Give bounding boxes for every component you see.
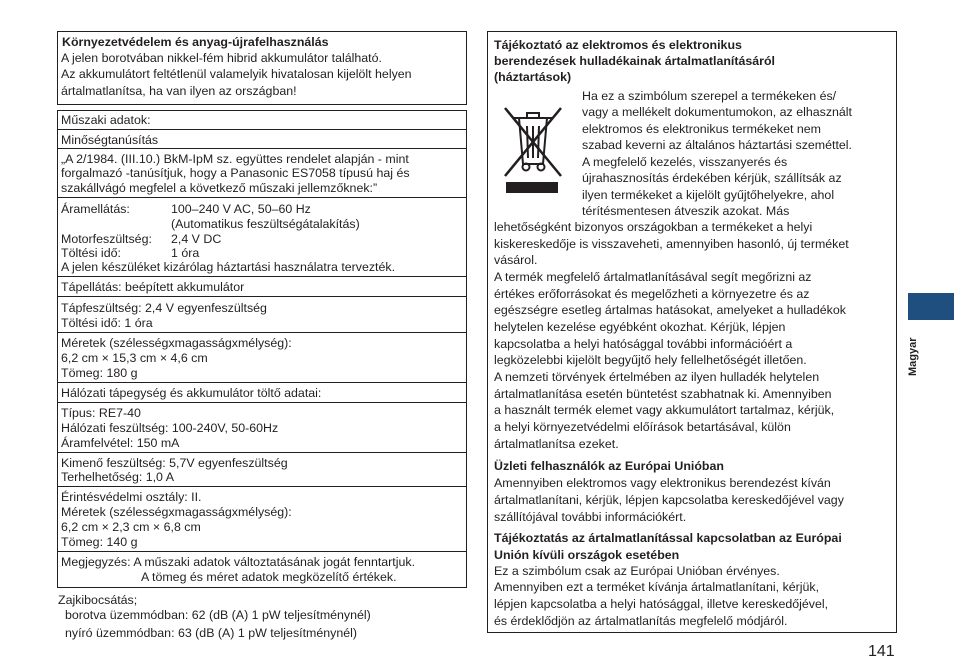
language-tab-label: Magyar — [907, 337, 919, 376]
business-line: ártalmatlanítani, kérjük, lépjen kapcsolatba kereskedőjével vagy — [494, 493, 844, 507]
load-capacity: Terhelhetőség: 1,0 A — [61, 470, 174, 484]
adapter-header: Hálózati tápegység és akkumulátor töltő adatai: — [61, 386, 322, 400]
divider — [57, 382, 467, 383]
adapter-dimensions-label: Méretek (szélességxmagasságxmélység): — [61, 505, 292, 519]
outside-eu-line: és érdeklődjön az ártalmatlanítás megfelelő módjáról. — [494, 614, 788, 628]
divider — [57, 129, 467, 130]
disposal-body-line: a helyi környezetvédelmi előírások betartásával, külön — [494, 420, 791, 434]
weight: Tömeg: 180 g — [61, 366, 138, 380]
business-line: Amennyiben elektromos vagy elektronikus berendezést kíván — [494, 476, 831, 490]
disposal-title: (háztartások) — [494, 70, 572, 84]
outside-eu-title: Tájékoztatás az ártalmatlanítással kapcsolatban az Európai — [494, 531, 842, 545]
divider — [57, 296, 467, 297]
crossed-out-wheeled-bin-icon — [497, 96, 569, 196]
disposal-body-line: ártalmatlanítsa ezeket. — [494, 437, 619, 451]
outside-eu-line: lépjen kapcsolatba a helyi hatósággal, illetve kereskedőjével, — [494, 597, 829, 611]
charge-label: Töltési idő: — [61, 246, 121, 260]
disposal-side-line: elektromos és elektronikus termékeket nem — [582, 122, 821, 136]
charge-value: 1 óra — [171, 246, 200, 260]
output-voltage: Kimenő feszültség: 5,7V egyenfeszültség — [61, 456, 288, 470]
disposal-body-line: helytelen kezelése egyébként okozhat. Kérjük, lépjen — [494, 320, 786, 334]
divider — [57, 332, 467, 333]
adapter-type: Típus: RE7-40 — [61, 406, 141, 420]
disposal-side-line: vagy a mellékelt dokumentumokon, az elhasznált — [582, 105, 852, 119]
adapter-dimensions-value: 6,2 cm × 2,3 cm × 6,8 cm — [61, 520, 201, 534]
decree-line: forgalmazó -tanúsítjuk, hogy a Panasonic ES7058 típusú haj és — [61, 166, 410, 180]
divider — [57, 551, 467, 552]
adapter-weight: Tömeg: 140 g — [61, 535, 138, 549]
business-title: Üzleti felhasználók az Európai Unióban — [494, 459, 724, 473]
certification-label: Minőségtanúsítás — [61, 133, 159, 147]
dimensions-label: Méretek (szélességxmagasságxmélység): — [61, 336, 292, 350]
outside-eu-title: Unión kívüli országok esetében — [494, 548, 680, 562]
household-note: A jelen készüléket kizárólag háztartási használatra tervezték. — [61, 260, 396, 274]
disposal-side-line: térítésmentesen átveszik azokat. Más — [582, 204, 790, 218]
disposal-body-line: A nemzeti törvények értelmében az ilyen hulladék helytelen — [494, 370, 820, 384]
outside-eu-line: Amennyiben ezt a terméket kívánja ártalmatlanítani, kérjük, — [494, 580, 820, 594]
disposal-body-line: egészségre esetleg ártalmas hatásokat, amelyeket a hulladékok — [494, 303, 846, 317]
disposal-side-line: A megfelelő kezelés, visszanyerés és — [582, 155, 788, 169]
disposal-title: berendezések hulladékainak ártalmatlanításáról — [494, 54, 775, 68]
divider — [57, 452, 467, 453]
power-note: (Automatikus feszültségátalakítás) — [171, 217, 360, 231]
disposal-body-line: A termék megfelelő ártalmatlanításával segít megőrizni az — [494, 270, 812, 284]
noise-trimmer: nyíró üzemmódban: 63 (dB (A) 1 pW teljesítménynél) — [65, 626, 357, 640]
disposal-title: Tájékoztató az elektromos és elektronikus — [494, 38, 742, 52]
disposal-side-line: Ha ez a szimbólum szerepel a termékeken és/ — [582, 89, 837, 103]
adapter-current: Áramfelvétel: 150 mA — [61, 436, 180, 450]
power-value: 100–240 V AC, 50–60 Hz — [171, 202, 311, 216]
divider — [57, 402, 467, 403]
divider — [57, 148, 467, 149]
disposal-body-line: értékes erőforrásokat és megelőzheti a környezetre és az — [494, 287, 810, 301]
decree-line: „A 2/1984. (III.10.) BkM-IpM sz. együttes rendelet alapján - mint — [61, 152, 409, 166]
disposal-side-line: újrahasznosítás érdekében kérjük, szállítsák az — [582, 171, 842, 185]
note-line: Megjegyzés: A műszaki adatok változtatásának jogát fenntartjuk. — [61, 555, 416, 569]
motor-value: 2,4 V DC — [171, 232, 222, 246]
disposal-body-line: ártalmatlanítása esetén büntetést szabhatnak ki. Amennyiben — [494, 387, 832, 401]
environment-title: Környezetvédelem és anyag-újrafelhasználás — [62, 35, 329, 49]
disposal-body-line: legközelebbi kijelölt begyűjtő hely fellelhetőségét illetően. — [494, 353, 807, 367]
disposal-body-line: kiskereskedője is visszaveheti, amennyiben hasonló, új terméket — [494, 237, 849, 251]
disposal-body-line: a használt termék elemet vagy akkumulátort tartalmaz, kérjük, — [494, 403, 835, 417]
motor-label: Motorfeszültség: — [61, 232, 152, 246]
supply-charge-time: Töltési idő: 1 óra — [61, 316, 153, 330]
protection-class: Érintésvédelmi osztály: II. — [61, 490, 202, 504]
environment-line: A jelen borotvában nikkel-fém hibrid akkumulátor található. — [61, 51, 382, 65]
decree-line: szakállvágó megfelel a következő műszaki jellemzőknek:” — [61, 181, 378, 195]
divider — [57, 276, 467, 277]
disposal-body-line: kapcsolatba a helyi hatósággal további információért a — [494, 337, 793, 351]
language-tab-marker — [908, 293, 954, 320]
divider — [57, 486, 467, 487]
power-label: Áramellátás: — [61, 202, 130, 216]
divider — [57, 197, 467, 198]
adapter-voltage: Hálózati feszültség: 100-240V, 50-60Hz — [61, 421, 279, 435]
noise-shaver: borotva üzemmódban: 62 (dB (A) 1 pW teljesítménynél) — [65, 608, 371, 622]
page-number: 141 — [868, 643, 895, 660]
supply-voltage: Tápfeszültség: 2,4 V egyenfeszültség — [61, 301, 267, 315]
environment-line: ártalmatlanítsa, ha van ilyen az országban! — [61, 84, 297, 98]
environment-line: Az akkumulátort feltétlenül valamelyik hivatalosan kijelölt helyen — [61, 67, 412, 81]
disposal-body-line: lehetőségként bizonyos országokban a termékeket a helyi — [494, 220, 813, 234]
specs-header: Műszaki adatok: — [61, 113, 151, 127]
outside-eu-line: Ez a szimbólum csak az Európai Unióban érvényes. — [494, 564, 780, 578]
dimensions-value: 6,2 cm × 15,3 cm × 4,6 cm — [61, 351, 208, 365]
business-line: szállítójával további információkért. — [494, 510, 687, 524]
disposal-side-line: ilyen termékeket a kijelölt gyűjtőhelyekre, ahol — [582, 188, 835, 202]
disposal-body-line: vásárol. — [494, 253, 538, 267]
note-line: A tömeg és méret adatok megközelítő értékek. — [141, 570, 397, 584]
supply-type: Tápellátás: beépített akkumulátor — [61, 280, 245, 294]
disposal-side-line: szabad keverni az általános háztartási szeméttel. — [582, 138, 852, 152]
noise-label: Zajkibocsátás; — [58, 593, 138, 607]
